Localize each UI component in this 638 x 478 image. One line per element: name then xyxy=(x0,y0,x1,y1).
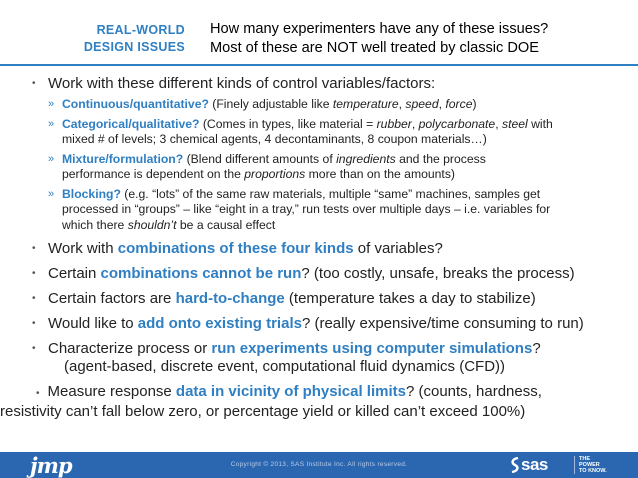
bullet-hard-to-change: • Certain factors are hard-to-change (temperature takes a day to stabilize) xyxy=(32,290,536,307)
header-divider xyxy=(0,64,638,66)
bullet-dot-icon: • xyxy=(36,388,40,399)
sub-bullet-chevron-icon: » xyxy=(48,98,55,110)
sub-bullet-chevron-icon: » xyxy=(48,152,55,165)
bullet-dot-icon: • xyxy=(32,268,36,279)
headline-line-1: How many experimenters have any of these issues? xyxy=(210,21,549,37)
footer-bar xyxy=(0,452,638,478)
sub-bullet-chevron-icon: » xyxy=(48,187,55,200)
slide-headline xyxy=(210,20,548,58)
headline-line-2: Most of these are NOT well treated by classic DOE xyxy=(210,40,540,56)
sas-swoosh-icon xyxy=(510,457,520,473)
sub-bullet-continuous: » Continuous/quantitative? (Finely adjustable like temperature, speed, force) xyxy=(48,97,477,111)
slide-body xyxy=(0,68,638,421)
kicker-line-2: DESIGN ISSUES xyxy=(83,40,185,54)
bullet-cannot-run: • Certain combinations cannot be run? (too costly, unsafe, breaks the process) xyxy=(32,265,575,282)
sas-logo: sas xyxy=(510,455,548,475)
copyright-notice: Copyright © 2013, SAS Institute Inc. All rights reserved. xyxy=(230,461,408,468)
sub-bullet-mixture: » Mixture/formulation? (Blend different amounts of ingredients and the process performance is dependent on the proportions more than on the amounts) xyxy=(48,151,486,181)
sub-bullet-categorical: » Categorical/qualitative? (Comes in types, like material = rubber, polycarbonate, steel with mixed # of levels; 3 chemical agents, 4 decontaminants, 8 coupon materials…) xyxy=(48,116,553,146)
bullet-combinations: • Work with combinations of these four kinds of variables? xyxy=(32,240,443,257)
sub-bullet-chevron-icon: » xyxy=(48,117,55,130)
bullet-dot-icon: • xyxy=(32,243,36,254)
bullet-dot-icon: • xyxy=(32,293,36,304)
sas-tagline: THE POWER TO KNOW. xyxy=(574,456,607,474)
sub-bullet-blocking: » Blocking? (e.g. “lots” of the same raw materials, multiple “same” machines, samples get processed in “groups” – like “eight in a tray,” run tests over multiple days – i.e. variables for which there shouldn’t be a causal effect xyxy=(48,186,551,232)
bullet-dot-icon: • xyxy=(32,343,36,354)
bullet-dot-icon: • xyxy=(32,78,36,89)
bullet-existing-trials: • Would like to add onto existing trials? (really expensive/time consuming to run) xyxy=(32,315,584,332)
jmp-logo: jmp xyxy=(30,453,72,478)
kicker-line-1: REAL-WORLD xyxy=(96,23,185,37)
bullet-physical-limits: • Measure response data in vicinity of physical limits? (counts, hardness, resistivity can’t fall below zero, or percentage yield or killed can’t exceed 100%) xyxy=(0,383,542,420)
bullet-dot-icon: • xyxy=(32,318,36,329)
bullet-variable-kinds: • Work with these different kinds of control variables/factors: xyxy=(32,75,436,92)
section-kicker xyxy=(40,22,185,56)
bullet-simulations: • Characterize process or run experiments using computer simulations? (agent-based, discrete event, computational fluid dynamics (CFD)) xyxy=(32,340,541,375)
